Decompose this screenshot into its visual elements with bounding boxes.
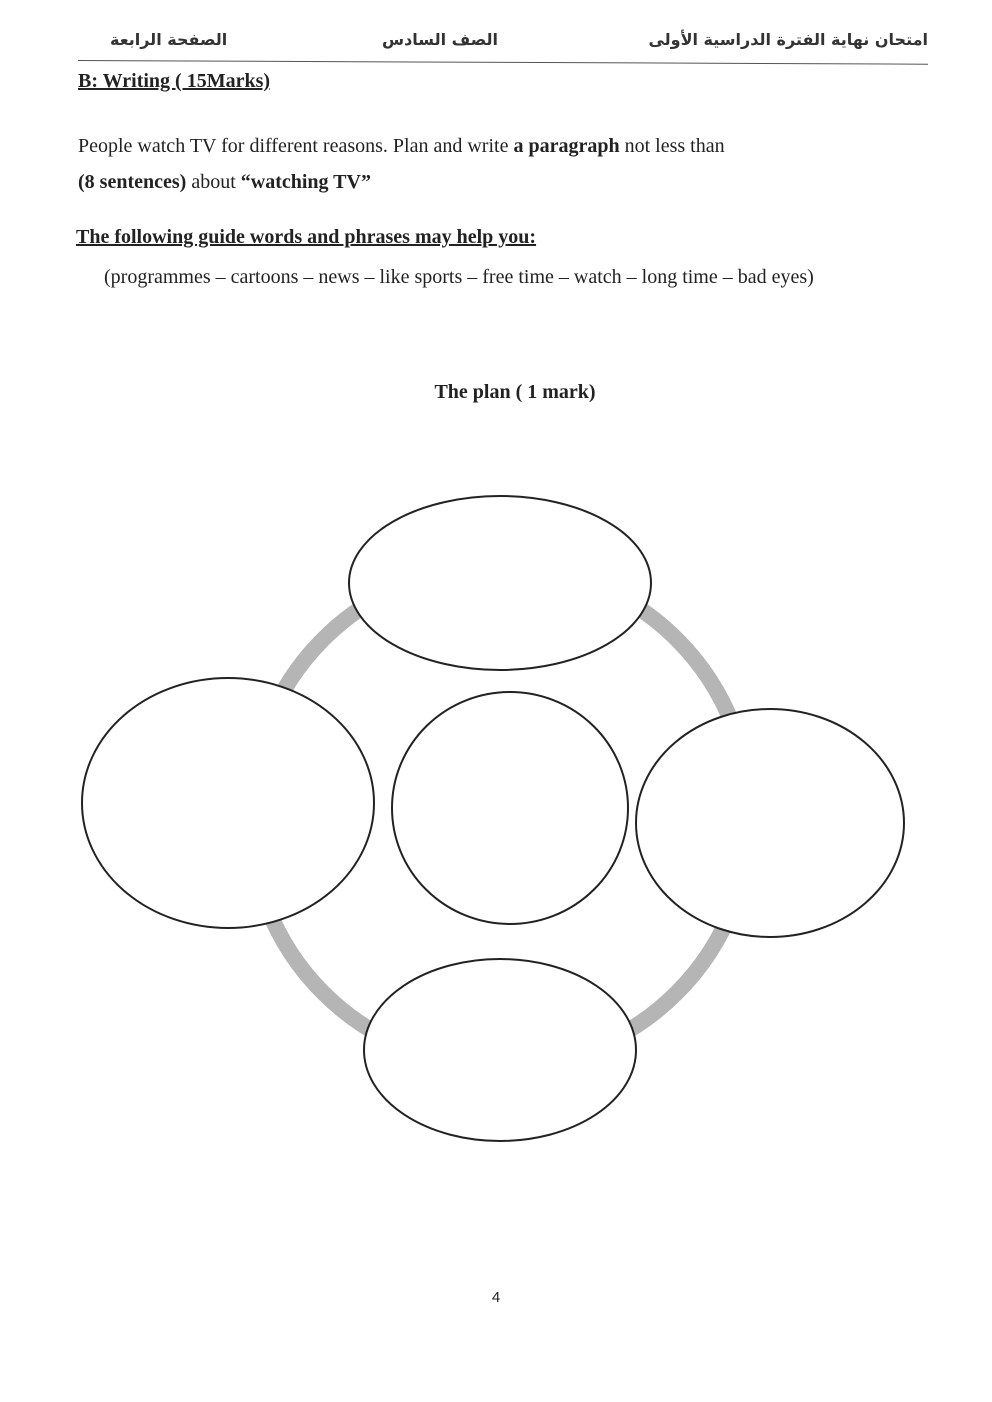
plan-title: The plan ( 1 mark): [434, 381, 596, 403]
exam-title-header: امتحان نهاية الفترة الدراسية الأولى: [648, 30, 928, 49]
page-label-header: الصفحة الرابعة: [110, 30, 228, 49]
plan-bubble-center[interactable]: [392, 692, 628, 924]
guide-title: The following guide words and phrases may help you:: [76, 226, 537, 248]
prompt-text: People watch TV for different reasons. Plan and write: [78, 135, 514, 157]
prompt-text: about: [186, 171, 241, 193]
prompt-text: not less than: [619, 135, 725, 157]
plan-bubble-right[interactable]: [636, 709, 904, 937]
plan-bubble-bottom[interactable]: [364, 959, 636, 1141]
page-number: 4: [491, 1289, 501, 1306]
prompt-topic: “watching TV”: [240, 171, 371, 193]
plan-bubble-left[interactable]: [82, 678, 374, 928]
section-title: B: Writing ( 15Marks): [78, 70, 271, 92]
grade-header: الصف السادس: [382, 30, 498, 49]
plan-bubble-top[interactable]: [349, 496, 651, 670]
prompt-emphasis: (8 sentences): [78, 171, 187, 193]
prompt-emphasis: a paragraph: [513, 135, 620, 157]
guide-words: (programmes – cartoons – news – like sports – free time – watch – long time – bad eyes): [104, 266, 814, 288]
